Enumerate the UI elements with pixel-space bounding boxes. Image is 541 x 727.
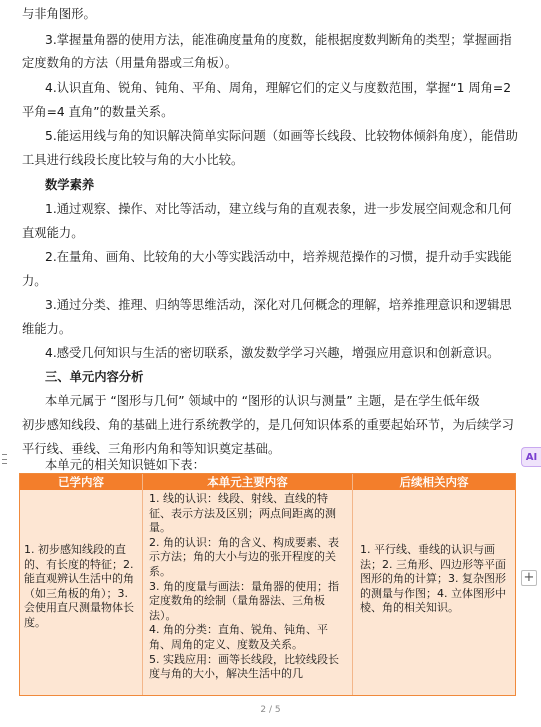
cell-text: 5. 实践应用：画等长线段，比较线段长度与角的大小，解决生活中的几 — [149, 652, 339, 681]
cell-text: 1. 平行线、垂线的认识与画法；2. 三角形、四边形等平面图形的角的计算；3. 复杂图形的测量与作图；4. 立体图形中棱、角的相关知识。 — [360, 543, 506, 615]
text-line: 工具进行线段长度比较与角的大小比较。 — [22, 153, 244, 167]
add-button[interactable]: + — [521, 570, 537, 586]
table-cell-prior — [20, 490, 142, 695]
text-line: 本单元属于 “图形与几何” 领域中的 “图形的认识与测量” 主题，是在学生低年级 — [45, 394, 480, 408]
text-line: 5.能运用线与角的知识解决简单实际问题（如画等长线段、比较物体倾斜角度），能借助 — [45, 129, 518, 143]
table-header: 后续相关内容 — [353, 474, 515, 490]
text-line: 定度数角的方法（用量角器或三角板）。 — [22, 56, 238, 70]
section-heading: 三、单元内容分析 — [45, 370, 144, 384]
cell-text: 1. 初步感知线段的直的、有长度的特征；2. 能直观辨认生活中的角（如三角板的角）；3. 会使用直尺测量物体长度。 — [24, 543, 134, 629]
text-line: 力。 — [22, 274, 47, 288]
cell-text: 1. 线的认识：线段、射线、直线的特征、表示方法及区别；两点间距离的测量。 — [149, 492, 336, 535]
text-line: 3.掌握量角器的使用方法，能准确度量角的度数，能根据度数判断角的类型；掌握画指 — [45, 33, 512, 47]
text-line: 2.在量角、画角、比较角的大小等实践活动中，培养规范操作的习惯，提升动手实践能 — [45, 250, 512, 264]
page-indicator: 2 / 5 — [260, 705, 281, 715]
text-line: 4.感受几何知识与生活的密切联系，激发数学学习兴趣，增强应用意识和创新意识。 — [45, 346, 500, 360]
text-line: 4.认识直角、锐角、钝角、平角、周角，理解它们的定义与度数范围，掌握“1 周角=2 — [45, 81, 512, 95]
text-line: 与非角图形。 — [22, 7, 96, 21]
ai-assistant-button[interactable]: AI — [521, 447, 541, 467]
table-header: 本单元主要内容 — [142, 474, 353, 490]
table-cell-main — [142, 490, 353, 695]
cell-text: 3. 角的度量与画法：量角器的使用；指定度数角的绘制（量角器法、三角板法）。 — [149, 579, 339, 622]
cell-text: 4. 角的分类：直角、锐角、钝角、平角、周角的定义、度数及关系。 — [149, 623, 328, 651]
text-line: 初步感知线段、角的基础上进行系统教学的，是几何知识体系的重要起始环节，为后续学习 — [22, 418, 514, 432]
text-line: 1.通过观察、操作、对比等活动，建立线与角的直观表象，进一步发展空间观念和几何 — [45, 202, 512, 216]
knowledge-chain-table — [19, 473, 516, 696]
table-drag-handle-icon[interactable] — [0, 454, 11, 464]
text-line: 直观能力。 — [22, 226, 84, 240]
table-header: 已学内容 — [20, 474, 142, 490]
text-line: 维能力。 — [22, 322, 72, 336]
text-line: 3.通过分类、推理、归纳等思维活动，深化对几何概念的理解，培养推理意识和逻辑思 — [45, 298, 512, 312]
cell-text: 2. 角的认识：角的含义、构成要素、表示方法；角的大小与边的张开程度的关系。 — [149, 535, 339, 578]
table-cell-later — [353, 490, 515, 695]
section-heading: 数学素养 — [45, 178, 95, 192]
text-line: 平行线、垂线、三角形内角和等知识奠定基础。 — [22, 442, 281, 456]
text-line: 本单元的相关知识链如下表： — [45, 458, 205, 472]
text-line: 平角=4 直角”的数量关系。 — [22, 105, 174, 119]
